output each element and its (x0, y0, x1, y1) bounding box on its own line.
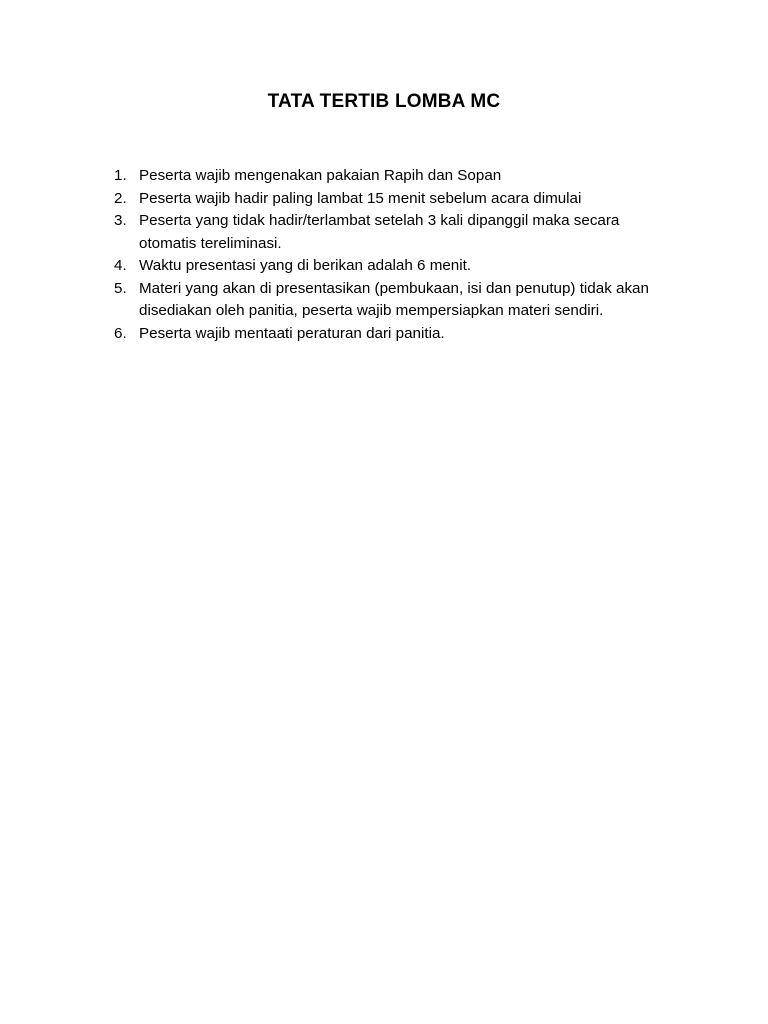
rule-item (114, 323, 674, 346)
rule-number: 3. (114, 212, 127, 229)
rules-list (114, 165, 674, 345)
rule-number: 1. (114, 167, 127, 184)
rule-number: 6. (114, 324, 127, 342)
rule-text: Waktu presentasi yang di berikan adalah 6 menit. (139, 257, 472, 274)
rule-item (114, 188, 674, 211)
rule-item (114, 255, 674, 278)
rule-item (114, 165, 674, 188)
rule-text: Peserta wajib mengenakan pakaian Rapih dan Sopan (139, 167, 502, 184)
rule-item (114, 210, 674, 255)
document-title: TATA TERTIB LOMBA MC (267, 91, 501, 112)
rule-text: Peserta wajib hadir paling lambat 15 menit sebelum acara dimulai (139, 189, 582, 207)
rule-number: 5. (114, 279, 127, 297)
rule-text: Peserta yang tidak hadir/terlambat setelah 3 kali dipanggil maka secara otomatis tereliminasi. (139, 212, 620, 252)
rule-number: 2. (114, 189, 127, 207)
rule-item (114, 278, 674, 323)
rule-text: Peserta wajib mentaati peraturan dari panitia. (139, 324, 445, 342)
rule-number: 4. (114, 257, 127, 274)
rule-text: Materi yang akan di presentasikan (pembukaan, isi dan penutup) tidak akan disediakan oleh panitia, peserta wajib mempersiapkan materi sendiri. (139, 279, 649, 319)
